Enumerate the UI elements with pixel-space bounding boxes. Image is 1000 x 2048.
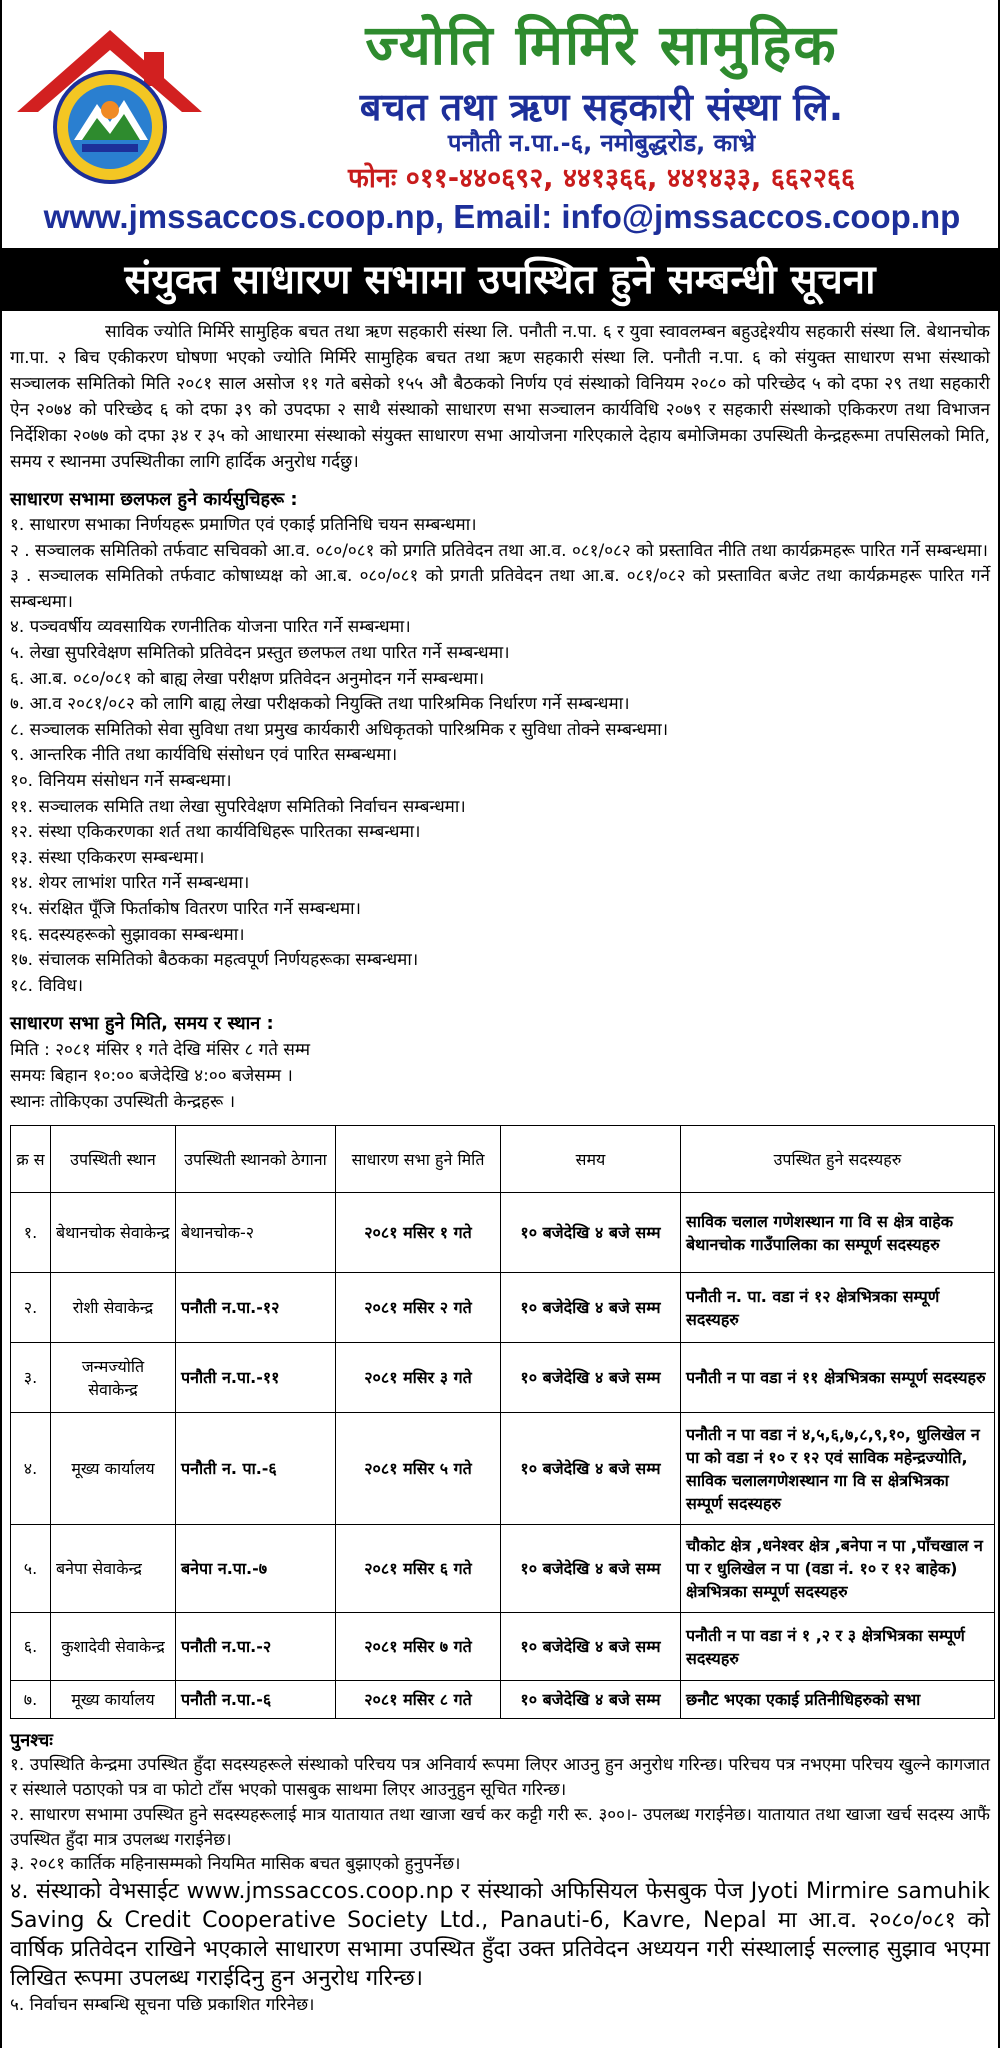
cell-venue: मूख्य कार्यालय bbox=[51, 1413, 176, 1525]
cell-members: चौकोट क्षेत्र ,धनेश्वर क्षेत्र ,बनेपा न पा ,पाँचखाल न पा र धुलिखेल न पा (वडा नं. १० र १२ बाहेक) क्षेत्रभित्रका सम्पूर्ण सदस्यहरु bbox=[681, 1525, 995, 1613]
agenda-item: ११. सञ्चालक समिति तथा लेखा सुपरिवेक्षण समितिको निर्वाचन सम्बन्धमा। bbox=[10, 796, 466, 817]
meeting-heading: साधारण सभा हुने मिति, समय र स्थान : bbox=[10, 1013, 274, 1035]
cell-address: पनौती न.पा.-६ bbox=[176, 1681, 336, 1719]
cell-members: पनौती न पा वडा नं १ ,२ र ३ क्षेत्रभित्रका सम्पूर्ण सदस्यहरु bbox=[681, 1613, 995, 1681]
cell-time: १० बजेदेखि ४ बजे सम्म bbox=[501, 1413, 681, 1525]
postscript-item: ५. निर्वाचन सम्बन्धि सूचना पछि प्रकाशित गरिनेछ। bbox=[10, 1995, 315, 2016]
table-header-row bbox=[11, 1126, 995, 1193]
cell-sn: १. bbox=[11, 1193, 51, 1273]
cell-sn: ४. bbox=[11, 1413, 51, 1525]
table-row bbox=[11, 1273, 995, 1343]
postscript-list bbox=[10, 1753, 990, 2018]
cell-venue: बेथानचोक सेवाकेन्द्र bbox=[51, 1193, 176, 1273]
col-header-sn: क्र स bbox=[11, 1126, 51, 1193]
meeting-time: समयः बिहान १०:०० बजेदेखि ४:०० बजेसम्म । bbox=[10, 1066, 293, 1087]
cell-time: १० बजेदेखि ४ बजे सम्म bbox=[501, 1343, 681, 1413]
cell-date: २०८१ मसिर ५ गते bbox=[336, 1413, 501, 1525]
cell-date: २०८१ मसिर २ गते bbox=[336, 1273, 501, 1343]
agenda-item: ५. लेखा सुपरिवेक्षण समितिको प्रतिवेदन प्रस्तुत छलफल तथा पारित गर्ने सम्बन्धमा। bbox=[10, 642, 510, 663]
agenda-item: ७. आ.व २०८१/०८२ को लागि बाह्य लेखा परीक्षकको नियुक्ति तथा पारिश्रमिक निर्धारण गर्ने सम्बन्धमा। bbox=[10, 694, 630, 715]
postscript-item: ३. २०८१ कार्तिक महिनासम्मको नियमित मासिक बचत बुझाएको हुनुपर्नेछ। bbox=[10, 1854, 461, 1875]
cell-address: बनेपा न.पा.-७ bbox=[176, 1525, 336, 1613]
cell-date: २०८१ मसिर ६ गते bbox=[336, 1525, 501, 1613]
table-row bbox=[11, 1193, 995, 1273]
agenda-item: १३. संस्था एकिकरण सम्बन्धमा। bbox=[10, 847, 205, 868]
table-row bbox=[11, 1681, 995, 1719]
cell-venue: जन्मज्योति सेवाकेन्द्र bbox=[51, 1343, 176, 1413]
table-row bbox=[11, 1343, 995, 1413]
col-header-time: समय bbox=[501, 1126, 681, 1193]
col-header-members: उपस्थित हुने सदस्यहरु bbox=[681, 1126, 995, 1193]
cell-sn: ५. bbox=[11, 1525, 51, 1613]
agenda-item: १४. शेयर लाभांश पारित गर्ने सम्बन्धमा। bbox=[10, 873, 250, 894]
cell-date: २०८१ मसिर ३ गते bbox=[336, 1343, 501, 1413]
agenda-item: १५. संरक्षित पूँजि फिर्ताकोष वितरण पारित गर्ने सम्बन्धमा। bbox=[10, 898, 361, 919]
attendance-centers-table bbox=[10, 1125, 995, 1719]
table-row bbox=[11, 1413, 995, 1525]
agenda-item: २ . सञ्चालक समितिको तर्फवाट सचिवको आ.व. ०८०/०८१ को प्रगति प्रतिवेदन तथा आ.व. ०८१/०८२ को प्रस्तावित नीति तथा कार्यक्रमहरू पारित गर्ने सम्बन्धमा। bbox=[10, 540, 988, 561]
cell-time: १० बजेदेखि ४ बजे सम्म bbox=[501, 1613, 681, 1681]
cell-members: पनौती न पा वडा नं ११ क्षेत्रभित्रका सम्पूर्ण सदस्यहरु bbox=[681, 1343, 995, 1413]
cell-address: पनौती न.पा.-१२ bbox=[176, 1273, 336, 1343]
cell-address: पनौती न.पा.-११ bbox=[176, 1343, 336, 1413]
postscript-item: ४. संस्थाको वेभसाईट www.jmssaccos.coop.np र संस्थाको अफिसियल फेसबुक पेज Jyoti Mirmire samuhik Saving & Credit Cooperative Society Ltd., Panauti-6, Kavre, Nepal मा आ.व. २०८०/०८१ को वार्षिक प्रतिवेदन राखिने भएकाले साधारण सभामा उपस्थित हुँदा उक्त प्रतिवेदन अध्ययन गरी संस्थालाई सल्लाह सुझाव भएमा लिखित रूपमा उपलब्ध गराईदिनु हुन अनुरोध गरिन्छ। bbox=[10, 1879, 990, 1992]
col-header-address: उपस्थिती स्थानको ठेगाना bbox=[176, 1126, 336, 1193]
postscript-item: १. उपस्थिति केन्द्रमा उपस्थित हुँदा सदस्यहरूले संस्थाको परिचय पत्र अनिवार्य रूपमा लिएर आउनु हुन अनुरोध गरिन्छ। परिचय पत्र नभएमा परिचय खुल्ने कागजात र संस्थाले पठाएको पत्र वा फोटो टाँस भएको पासबुक साथमा लिएर आउनुहुन सूचित गरिन्छ। bbox=[10, 1755, 990, 1801]
notice-body bbox=[2, 319, 998, 2018]
cell-members: पनौती न. पा. वडा नं १२ क्षेत्रभित्रका सम्पूर्ण सदस्यहरु bbox=[681, 1273, 995, 1343]
meeting-place: स्थानः तोकिएका उपस्थिती केन्द्रहरू । bbox=[10, 1092, 236, 1113]
cell-time: १० बजेदेखि ४ बजे सम्म bbox=[501, 1193, 681, 1273]
agenda-item: ९. आन्तरिक नीति तथा कार्यविधि संसोधन एवं पारित सम्बन्धमा। bbox=[10, 745, 398, 766]
agenda-item: १६. सदस्यहरूको सुझावका सम्बन्धमा। bbox=[10, 924, 245, 945]
table-row bbox=[11, 1613, 995, 1681]
cell-date: २०८१ मसिर १ गते bbox=[336, 1193, 501, 1273]
meeting-date: मिति : २०८१ मंसिर १ गते देखि मंसिर ८ गते सम्म bbox=[10, 1040, 311, 1061]
cell-address: बेथानचोक-२ bbox=[176, 1193, 336, 1273]
postscript-item: २. साधारण सभामा उपस्थित हुने सदस्यहरूलाई मात्र यातायात तथा खाजा खर्च कर कट्टी गरी रू. ३००।- उपलब्ध गराईनेछ। यातायात तथा खाजा खर्च सदस्य आफैं उपस्थित हुँदा मात्र उपलब्ध गराईनेछ। bbox=[10, 1804, 990, 1850]
intro-paragraph: साविक ज्योति मिर्मिरे सामुहिक बचत तथा ऋण सहकारी संस्था लि. पनौती न.पा. ६ र युवा स्वावलम्बन बहुउद्देश्यीय सहकारी संस्था लि. बेथानचोक गा.पा. २ बिच एकीकरण घोषणा भएको ज्योति मिर्मिरे सामुहिक बचत तथा ऋण सहकारी संस्था लि. पनौती न.पा. ६ को संयुक्त साधारण सभा संस्थाको सञ्चालक समितिको मिति २०८१ साल असोज ११ गते बसेको १५५ औ बैठकको निर्णय एवं संस्थाको विनियम २०८० को परिच्छेद ५ को दफा २९ तथा सहकारी ऐन २०७४ को परिच्छेद ६ को दफा ३९ को उपदफा २ साथै संस्थाको साधारण सभा सञ्चालन कार्यविधि २०७९ र सहकारी संस्थाको एकिकरण तथा विभाजन निर्देशिका २०७७ को दफा ३४ र ३५ को आधारमा संस्थाको संयुक्त साधारण सभा आयोजना गरिएकाले देहाय बमोजिमका उपस्थिती केन्द्रहरूमा तपसिलको मिति, समय र स्थानमा उपस्थितीका लागि हार्दिक अनुरोध गर्दछु। bbox=[10, 322, 990, 472]
cell-sn: ७. bbox=[11, 1681, 51, 1719]
col-header-date: साधारण सभा हुने मिति bbox=[336, 1126, 501, 1193]
cell-date: २०८१ मसिर ८ गते bbox=[336, 1681, 501, 1719]
cell-date: २०८१ मसिर ७ गते bbox=[336, 1613, 501, 1681]
table-row bbox=[11, 1525, 995, 1613]
agenda-heading: साधारण सभामा छलफल हुने कार्यसुचिहरू : bbox=[10, 489, 298, 510]
agenda-item: ३ . सञ्चालक समितिको तर्फवाट कोषाध्यक्ष को आ.ब. ०८०/०८१ को प्रगती प्रतिवेदन तथा आ.ब. ०८१/०८२ को प्रस्तावित बजेट तथा कार्यक्रमहरू पारित गर्ने सम्बन्धमा। bbox=[10, 566, 990, 612]
cell-members: पनौती न पा वडा नं ४,५,६,७,८,९,१०, धुलिखेल न पा को वडा नं १० र १२ एवं साविक महेन्द्रज्योति, साविक चलालगणेशस्थान गा वि स क्षेत्रभित्रका सम्पूर्ण सदस्यहरु bbox=[681, 1413, 995, 1525]
org-address: पनौती न.पा.-६, नमोबुद्धरोड, काभ्रे bbox=[447, 129, 756, 157]
col-header-venue: उपस्थिती स्थान bbox=[51, 1126, 176, 1193]
agenda-item: १८. विविध। bbox=[10, 975, 84, 996]
cell-venue: कुशादेवी सेवाकेन्द्र bbox=[51, 1613, 176, 1681]
org-name: ज्योति मिर्मिरे सामुहिक bbox=[365, 13, 838, 77]
agenda-item: १७. संचालक समितिको बैठकका महत्वपूर्ण निर्णयहरूका सम्बन्धमा। bbox=[10, 950, 419, 971]
org-phone: फोनः ०११-४४०६९२, ४४१३६६, ४४१४३३, ६६२२६६ bbox=[348, 163, 855, 194]
agenda-item: १. साधारण सभाका निर्णयहरू प्रमाणित एवं एकाई प्रतिनिधि चयन सम्बन्धमा। bbox=[10, 515, 477, 535]
cell-sn: ६. bbox=[11, 1613, 51, 1681]
letterhead bbox=[2, 0, 998, 249]
cell-sn: ३. bbox=[11, 1343, 51, 1413]
cell-address: पनौती न. पा.-६ bbox=[176, 1413, 336, 1525]
postscript-heading: पुनश्चः bbox=[10, 1730, 53, 1752]
cell-address: पनौती न.पा.-२ bbox=[176, 1613, 336, 1681]
agenda-item: ६. आ.ब. ०८०/०८१ को बाह्य लेखा परीक्षण प्रतिवेदन अनुमोदन गर्ने सम्बन्धमा। bbox=[10, 668, 485, 689]
cell-time: १० बजेदेखि ४ बजे सम्म bbox=[501, 1273, 681, 1343]
cell-members: साविक चलाल गणेशस्थान गा वि स क्षेत्र वाहेक बेथानचोक गाउँपालिका का सम्पूर्ण सदस्यहरु bbox=[681, 1193, 995, 1273]
agenda-item: ८. सञ्चालक समितिको सेवा सुविधा तथा प्रमुख कार्यकारी अधिकृतको पारिश्रमिक र सुविधा तोक्ने सम्बन्धमा। bbox=[10, 719, 669, 740]
org-website-email: www.jmssaccos.coop.np, Email: info@jmssaccos.coop.np bbox=[43, 198, 961, 235]
agenda-item: १०. विनियम संसोधन गर्ने सम्बन्धमा। bbox=[10, 770, 232, 791]
agenda-item: ४. पञ्चवर्षीय व्यवसायिक रणनीतिक योजना पारित गर्ने सम्बन्धमा। bbox=[10, 617, 411, 638]
agenda-item: १२. संस्था एकिकरणका शर्त तथा कार्यविधिहरू पारितका सम्बन्धमा। bbox=[10, 822, 421, 843]
cooperative-logo-icon bbox=[12, 22, 207, 187]
org-subtitle: बचत तथा ऋण सहकारी संस्था लि. bbox=[359, 85, 844, 129]
cell-time: १० बजेदेखि ४ बजे सम्म bbox=[501, 1681, 681, 1719]
cell-venue: मूख्य कार्यालय bbox=[51, 1681, 176, 1719]
cell-time: १० बजेदेखि ४ बजे सम्म bbox=[501, 1525, 681, 1613]
cell-venue: रोशी सेवाकेन्द्र bbox=[51, 1273, 176, 1343]
cell-venue: बनेपा सेवाकेन्द्र bbox=[51, 1525, 176, 1613]
cell-sn: २. bbox=[11, 1273, 51, 1343]
notice-title-banner: संयुक्त साधारण सभामा उपस्थित हुने सम्बन्धी सूचना bbox=[2, 249, 998, 311]
agenda-list bbox=[10, 513, 990, 999]
cell-members: छनौट भएका एकाई प्रतिनीधिहरुको सभा bbox=[681, 1681, 995, 1719]
